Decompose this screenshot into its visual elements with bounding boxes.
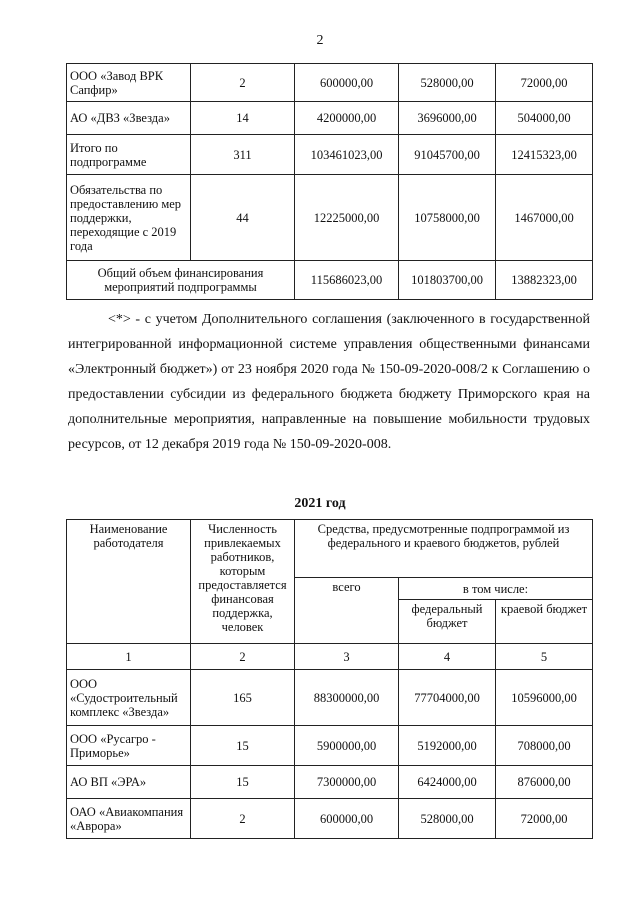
funding-table-2021 <box>66 519 593 839</box>
federal-amount: 528000,00 <box>399 799 496 839</box>
regional-amount: 12415323,00 <box>496 135 593 175</box>
federal-amount: 91045700,00 <box>399 135 496 175</box>
worker-count: 311 <box>191 135 295 175</box>
summary-row <box>67 261 593 300</box>
regional-amount: 13882323,00 <box>496 261 593 300</box>
year-heading: 2021 год <box>294 496 346 511</box>
header-regional: краевой бюджет <box>496 600 593 644</box>
page-number: 2 <box>316 33 324 48</box>
table-row <box>67 102 593 135</box>
column-number: 5 <box>496 644 593 670</box>
total-amount: 103461023,00 <box>295 135 399 175</box>
header-total: всего <box>295 578 399 644</box>
federal-amount: 5192000,00 <box>399 726 496 766</box>
worker-count: 15 <box>191 726 295 766</box>
table-row <box>67 766 593 799</box>
federal-amount: 6424000,00 <box>399 766 496 799</box>
regional-amount: 876000,00 <box>496 766 593 799</box>
table-row <box>67 175 593 261</box>
header-employer: Наименование работодателя <box>67 520 191 644</box>
regional-amount: 72000,00 <box>496 799 593 839</box>
footnote-paragraph: <*> - с учетом Дополнительного соглашения (заключенного в государственной интегрированной информационной системе управления общественными финансами «Электронный бюджет») от 23 ноября 2020 года № 150-09-2020-008/2 к Соглашению о предоставлении субсидии из федерального бюджета бюджету Приморского края на дополнительные мероприятия, направленные на повышение мобильности трудовых ресурсов, от 12 декабря 2019 года № 150-09-2020-008. <box>68 312 590 452</box>
table-row <box>67 64 593 102</box>
employer-name: Обязательства по предоставлению мер поддержки, переходящие с 2019 года <box>67 175 191 261</box>
worker-count: 2 <box>191 799 295 839</box>
regional-amount: 504000,00 <box>496 102 593 135</box>
table-row <box>67 726 593 766</box>
worker-count: 14 <box>191 102 295 135</box>
regional-amount: 708000,00 <box>496 726 593 766</box>
employer-name: ООО «Судостроительный комплекс «Звезда» <box>67 670 191 726</box>
worker-count: 15 <box>191 766 295 799</box>
column-number: 4 <box>399 644 496 670</box>
total-amount: 12225000,00 <box>295 175 399 261</box>
summary-label: Общий объем финансирования мероприятий подпрограммы <box>67 261 295 300</box>
employer-name: ООО «Русагро - Приморье» <box>67 726 191 766</box>
federal-amount: 3696000,00 <box>399 102 496 135</box>
total-amount: 5900000,00 <box>295 726 399 766</box>
column-number: 1 <box>67 644 191 670</box>
header-workers: Численность привлекаемых работников, которым предоставляется финансовая поддержка, человек <box>191 520 295 644</box>
table-row <box>67 799 593 839</box>
funding-table-continued <box>66 63 593 300</box>
federal-amount: 101803700,00 <box>399 261 496 300</box>
table-row <box>67 670 593 726</box>
total-amount: 7300000,00 <box>295 766 399 799</box>
header-funds: Средства, предусмотренные подпрограммой из федерального и краевого бюджетов, рублей <box>295 520 593 578</box>
total-amount: 600000,00 <box>295 64 399 102</box>
header-including: в том числе: <box>399 578 593 600</box>
employer-name: ОАО «Авиакомпания «Аврора» <box>67 799 191 839</box>
regional-amount: 1467000,00 <box>496 175 593 261</box>
header-federal: федеральный бюджет <box>399 600 496 644</box>
total-amount: 4200000,00 <box>295 102 399 135</box>
regional-amount: 10596000,00 <box>496 670 593 726</box>
employer-name: АО «ДВЗ «Звезда» <box>67 102 191 135</box>
employer-name: АО ВП «ЭРА» <box>67 766 191 799</box>
total-amount: 600000,00 <box>295 799 399 839</box>
federal-amount: 77704000,00 <box>399 670 496 726</box>
header-row <box>67 520 593 578</box>
total-amount: 115686023,00 <box>295 261 399 300</box>
worker-count: 44 <box>191 175 295 261</box>
regional-amount: 72000,00 <box>496 64 593 102</box>
employer-name: Итого по подпрограмме <box>67 135 191 175</box>
employer-name: ООО «Завод ВРК Сапфир» <box>67 64 191 102</box>
column-number: 3 <box>295 644 399 670</box>
federal-amount: 10758000,00 <box>399 175 496 261</box>
column-number-row <box>67 644 593 670</box>
worker-count: 165 <box>191 670 295 726</box>
total-amount: 88300000,00 <box>295 670 399 726</box>
worker-count: 2 <box>191 64 295 102</box>
federal-amount: 528000,00 <box>399 64 496 102</box>
table-row <box>67 135 593 175</box>
column-number: 2 <box>191 644 295 670</box>
